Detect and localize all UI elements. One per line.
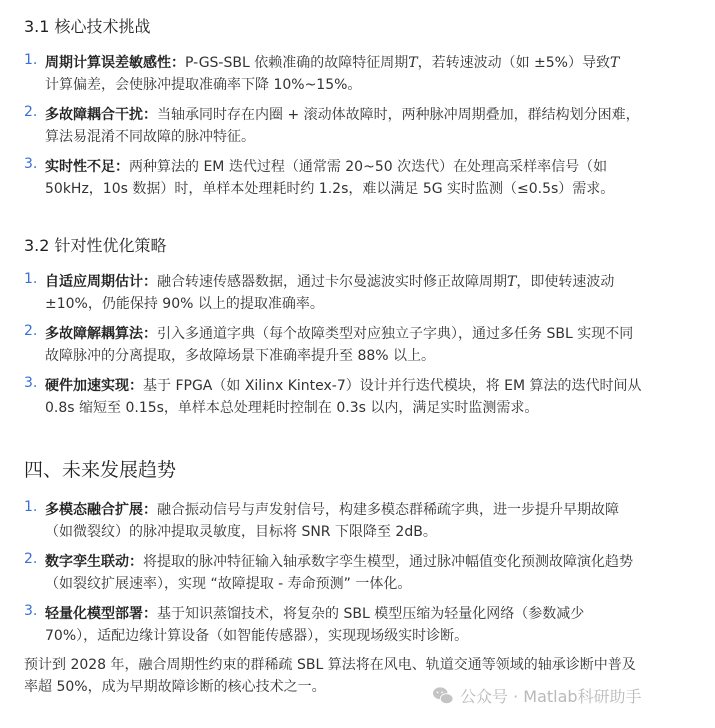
list-number: 1. [24, 499, 38, 515]
wechat-icon [432, 686, 454, 706]
math-symbol: T [609, 55, 620, 71]
item-title: 多模态融合扩展： [45, 502, 157, 518]
math-symbol: T [507, 274, 517, 290]
closing-paragraph-line: 预计到 2028 年，融合周期性约束的群稀疏 SBL 算法将在风电、轨道交通等领域的轴承诊断中普及 [24, 657, 636, 673]
item-text: 引入多通道字典（每个故障类型对应独立子字典），通过多任务 SBL 实现不同 [157, 326, 634, 342]
item-text: 故障脉冲的分离提取，多故障场景下准确率提升至 88% 以上。 [45, 348, 436, 364]
item-title: 实时性不足： [45, 159, 129, 175]
item-title: 轻量化模型部署： [45, 606, 157, 622]
item-text: 计算偏差，会使脉冲提取准确率下降 10%~15%。 [45, 77, 362, 93]
item-text: 两种算法的 EM 迭代过程（通常需 20~50 次迭代）在处理高采样率信号（如 [129, 159, 608, 175]
list-number: 3. [24, 375, 38, 391]
item-text: 算法易混淆不同故障的脉冲特征。 [45, 129, 255, 145]
item-text: 70%），适配边缘计算设备（如智能传感器），实现现场级实时诊断。 [45, 628, 469, 644]
watermark-text: 公众号 · Matlab科研助手 [460, 687, 642, 706]
item-text: 50kHz，10s 数据）时，单样本处理耗时约 1.2s，难以满足 5G 实时监测（≤0.5s）需求。 [45, 181, 615, 197]
item-text: 基于知识蒸馏技术，将复杂的 SBL 模型压缩为轻量化网络（参数减少 [157, 606, 585, 622]
item-title: 自适应周期估计： [45, 274, 157, 290]
watermark [432, 684, 642, 707]
item-text: 融合振动信号与声发射信号，构建多模态群稀疏字典，进一步提升早期故障 [157, 502, 619, 518]
list-number: 2. [24, 104, 38, 120]
closing-paragraph-line: 率超 50%，成为早期故障诊断的核心技术之一。 [24, 679, 326, 695]
section-heading-3-2: 3.2 针对性优化策略 [24, 236, 167, 255]
item-text: 当轴承同时存在内圈 + 滚动体故障时，两种脉冲周期叠加，群结构划分困难， [157, 107, 640, 123]
item-text: ，即使转速波动 [516, 274, 615, 290]
item-text: （如微裂纹）的脉冲提取灵敏度，目标将 SNR 下限降至 2dB。 [45, 524, 437, 540]
list-number: 3. [24, 603, 38, 619]
math-symbol: T [408, 55, 418, 71]
item-title: 硬件加速实现： [45, 378, 143, 394]
item-text: 将提取的脉冲特征输入轴承数字孪生模型，通过脉冲幅值变化预测故障演化趋势 [143, 554, 633, 570]
item-text: 基于 FPGA（如 Xilinx Kintex-7）设计并行迭代模块，将 EM 算法的迭代时间从 [143, 378, 642, 394]
list-number: 3. [24, 156, 38, 172]
item-text: ±10%，仍能保持 90% 以上的提取准确率。 [45, 296, 324, 312]
item-title: 周期计算误差敏感性： [45, 55, 185, 71]
item-title: 多故障解耦算法： [45, 326, 157, 342]
section-heading-4: 四、未来发展趋势 [24, 459, 177, 481]
section-heading-3-1: 3.1 核心技术挑战 [24, 17, 151, 36]
list-number: 2. [24, 551, 38, 567]
item-text: ，若转速波动（如 ±5%）导致 [417, 55, 610, 71]
item-title: 数字孪生联动： [45, 554, 143, 570]
item-text: （如裂纹扩展速率），实现 “故障提取 - 寿命预测” 一体化。 [45, 576, 412, 592]
item-text: 0.8s 缩短至 0.15s，单样本总处理耗时控制在 0.3s 以内，满足实时监测需求。 [45, 400, 539, 416]
list-number: 2. [24, 323, 38, 339]
list-number: 1. [24, 52, 38, 68]
item-title: 多故障耦合干扰： [45, 107, 157, 123]
item-text: P-GS-SBL 依赖准确的故障特征周期 [185, 55, 409, 71]
item-text: 融合转速传感器数据，通过卡尔曼滤波实时修正故障周期 [157, 274, 507, 290]
list-number: 1. [24, 271, 38, 287]
